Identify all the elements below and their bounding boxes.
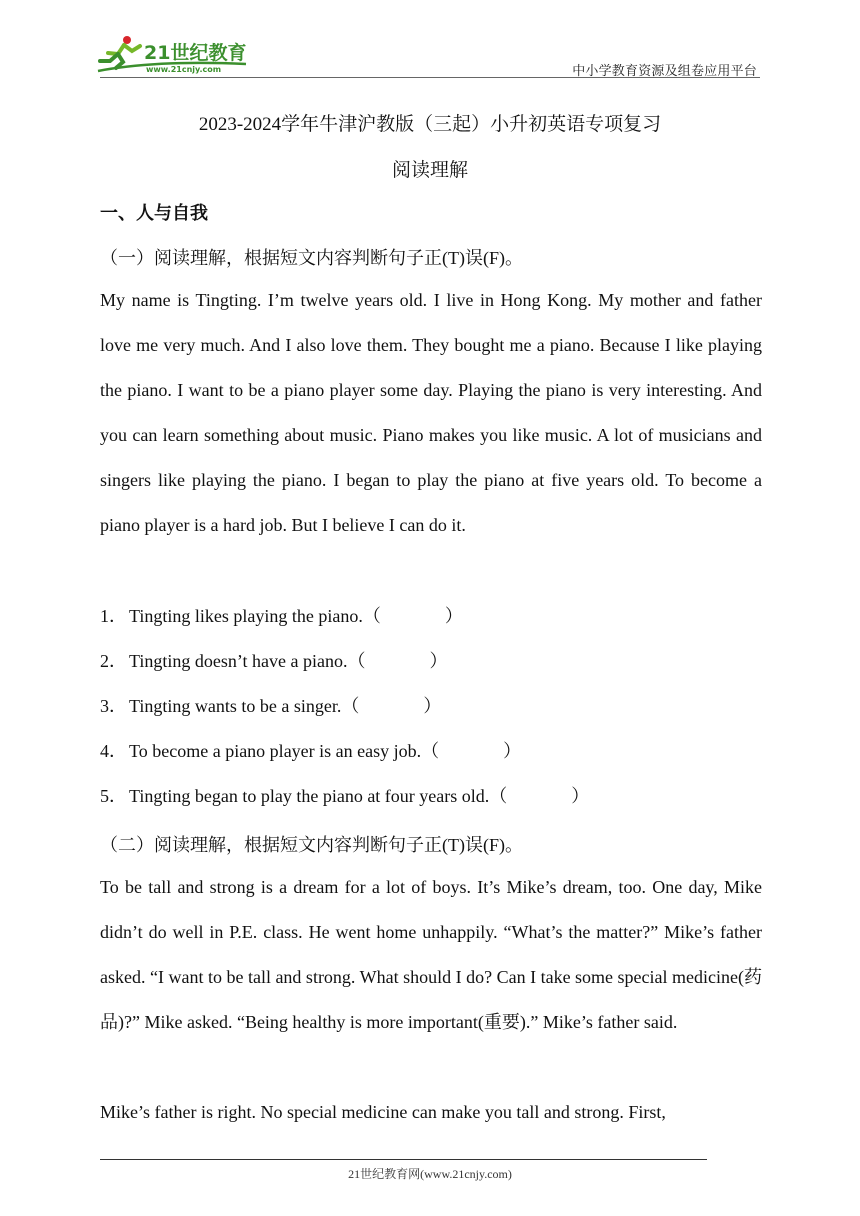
question-number: 3． — [100, 696, 127, 716]
header-tagline: 中小学教育资源及组卷应用平台 — [572, 63, 757, 78]
answer-close-paren: ） — [503, 741, 522, 761]
question-item-3 — [100, 684, 762, 729]
section-heading: 一、人与自我 — [100, 203, 208, 224]
document-title: 2023-2024学年牛津沪教版（三起）小升初英语专项复习 — [198, 114, 662, 135]
question-text: To become a piano player is an easy job. — [129, 741, 422, 761]
question-text: Tingting began to play the piano at four years old. — [129, 786, 490, 806]
part-2-passage: To be tall and strong is a dream for a lot of boys. It’s Mike’s dream, too. One day, Mike didn’t do well in P.E. class. He went home unhappily. “What’s the matter?” Mike’s father asked. “I want to be tall and strong. What should I do? Can I take some special medicine(药品)?” Mike asked. “Being healthy is more important(重要).” Mike’s father said. — [100, 877, 762, 1032]
logo-brand-text: 21世纪教育 — [144, 42, 247, 64]
answer-blank[interactable] — [366, 639, 430, 684]
answer-open-paren: （ — [347, 651, 366, 671]
answer-blank[interactable] — [507, 774, 571, 819]
page-header — [0, 0, 860, 90]
question-text: Tingting wants to be a singer. — [129, 696, 342, 716]
question-item-2 — [100, 639, 762, 684]
question-number: 5． — [100, 786, 127, 806]
question-item-4 — [100, 729, 762, 774]
part-1-passage: My name is Tingting. I’m twelve years old. I live in Hong Kong. My mother and father love me very much. And I also love them. They bought me a piano. Because I like playing the piano. I want to be a piano player some day. Playing the piano is very interesting. And you can learn something about music. Piano makes you like music. A lot of musicians and singers like playing the piano. I began to play the piano at five years old. To become a piano player is a hard job. But I believe I can do it. — [100, 290, 762, 535]
question-number: 1． — [100, 606, 127, 626]
answer-close-paren: ） — [429, 651, 448, 671]
question-text: Tingting doesn’t have a piano. — [129, 651, 348, 671]
part-2-heading: （二）阅读理解，根据短文内容判断句子正(T)误(F)。 — [100, 835, 523, 855]
answer-blank[interactable] — [359, 684, 423, 729]
question-item-5 — [100, 774, 762, 819]
question-number: 2． — [100, 651, 127, 671]
question-text: Tingting likes playing the piano. — [129, 606, 363, 626]
part-2-passage-continued: Mike’s father is right. No special medicine can make you tall and strong. First, — [100, 1102, 666, 1122]
logo-url-text: www.21cnjy.com — [146, 65, 222, 74]
part-1-heading: （一）阅读理解，根据短文内容判断句子正(T)误(F)。 — [100, 248, 523, 268]
answer-blank[interactable] — [439, 729, 503, 774]
document-subtitle: 阅读理解 — [391, 160, 468, 181]
answer-open-paren: （ — [489, 786, 508, 806]
answer-blank[interactable] — [381, 594, 445, 639]
question-number: 4． — [100, 741, 127, 761]
answer-open-paren: （ — [362, 606, 381, 626]
footer-divider — [100, 1159, 707, 1160]
answer-close-paren: ） — [571, 786, 590, 806]
footer-source: 21世纪教育网(www.21cnjy.com) — [348, 1167, 512, 1181]
answer-open-paren: （ — [421, 741, 440, 761]
runner-logo-icon — [96, 34, 266, 76]
answer-close-paren: ） — [423, 696, 442, 716]
question-list — [100, 594, 762, 819]
header-divider — [100, 77, 760, 78]
answer-open-paren: （ — [341, 696, 360, 716]
question-item-1 — [100, 594, 762, 639]
21cnjy-logo — [96, 34, 266, 76]
answer-close-paren: ） — [444, 606, 463, 626]
